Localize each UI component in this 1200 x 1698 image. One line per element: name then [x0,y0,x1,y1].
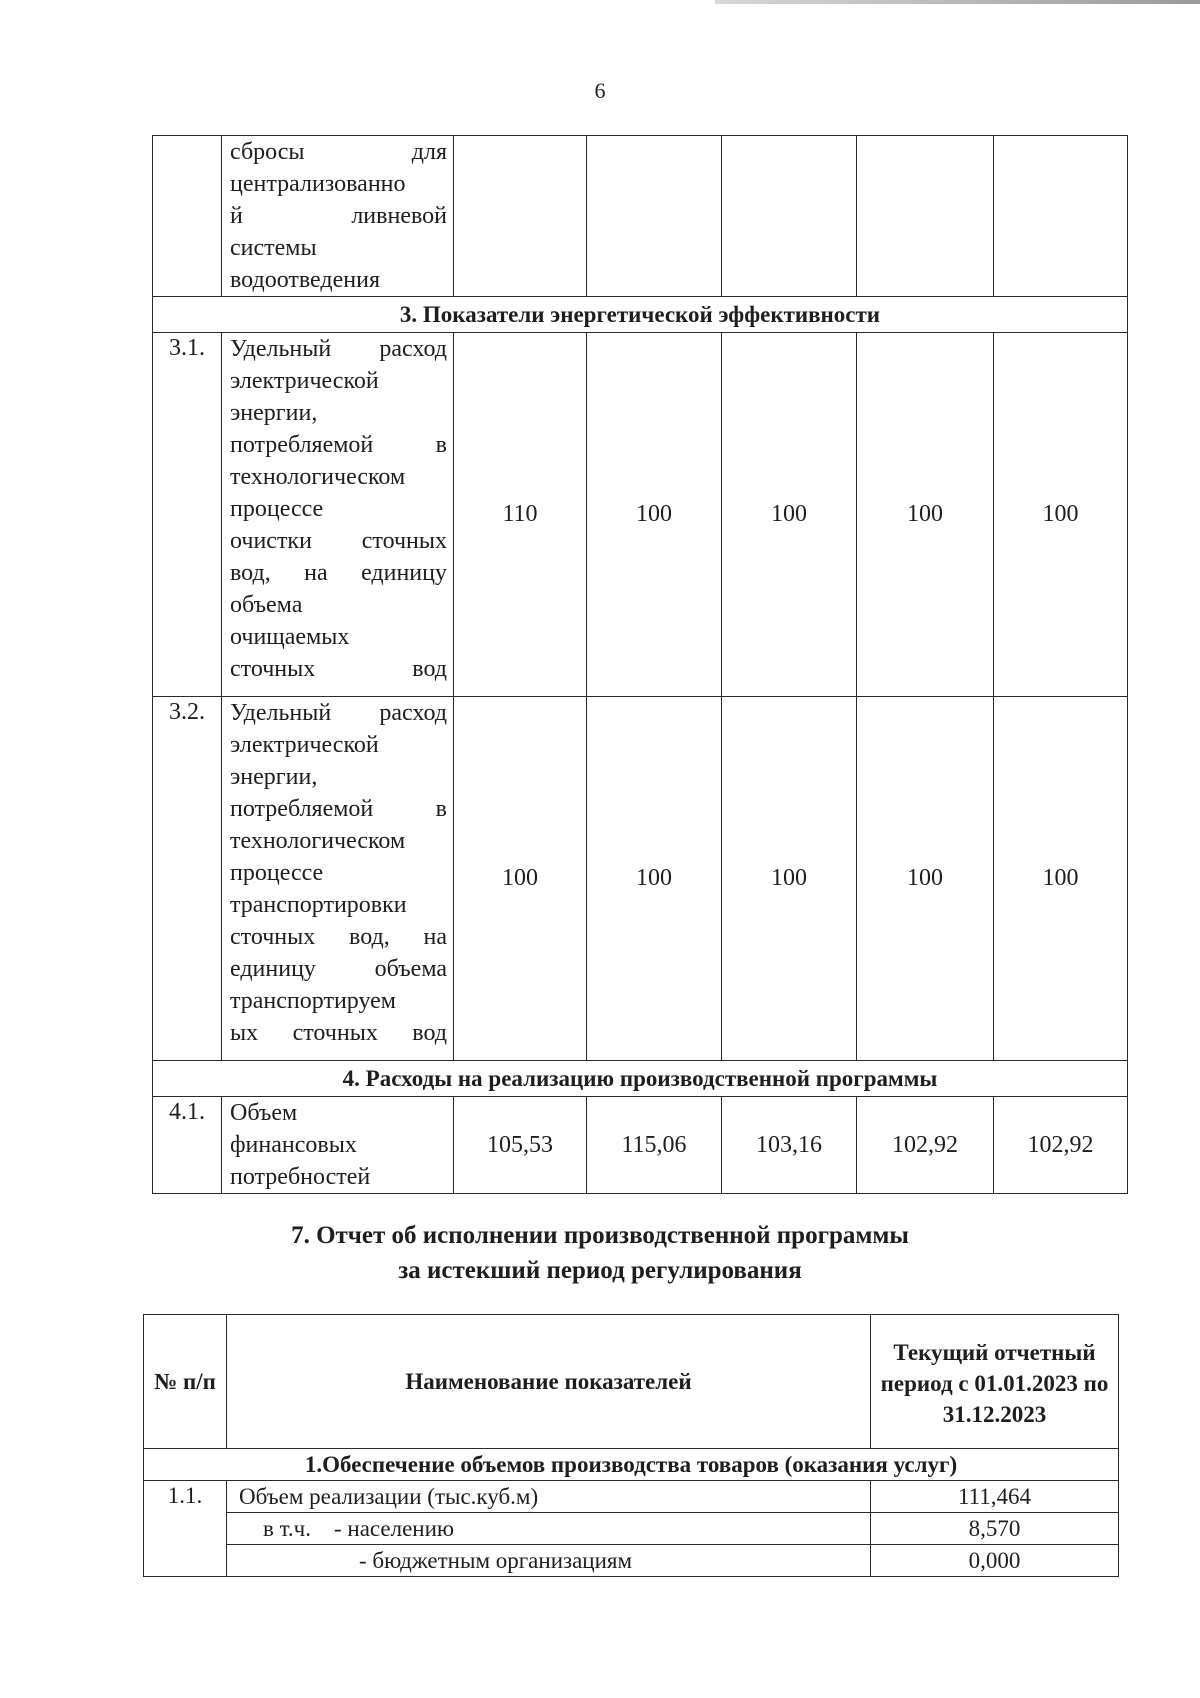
row-value: 110 [454,333,587,697]
row-name-line: энергии, [230,764,318,790]
row-value: 115,06 [587,1097,722,1194]
table-row [153,697,1128,1061]
row-name-line: транспортировки [230,892,407,918]
row-value: 100 [994,697,1128,1061]
row-value: 100 [857,697,994,1061]
row-value: 8,570 [871,1513,1119,1545]
header-period: Текущий отчетный период с 01.01.2023 по 31.12.2023 [871,1315,1119,1449]
row-number [153,136,222,297]
row-name: - бюджетным организациям [227,1545,871,1577]
row-value: 111,464 [871,1481,1119,1513]
section-row [144,1449,1119,1481]
row-value: 100 [587,333,722,697]
row-name-line: очистки сточных [230,528,447,554]
row-value [857,136,994,297]
table-row [153,333,1128,697]
row-name-line: технологическом [230,828,406,854]
row-value: 105,53 [454,1097,587,1194]
row-name-line: Объем [230,1100,298,1126]
row-name-line: энергии, [230,400,318,426]
header-name: Наименование показателей [227,1315,871,1449]
section-7-title-line1: 7. Отчет об исполнении производственной программы [291,1222,909,1249]
row-value: 0,000 [871,1545,1119,1577]
report-table [143,1314,1119,1577]
row-value [454,136,587,297]
row-value: 100 [857,333,994,697]
row-name-line: технологическом [230,464,406,490]
row-name-line: водоотведения [230,267,380,293]
section-row [153,297,1128,333]
row-name-line: Удельный расход [230,336,447,362]
row-name: Объем реализации (тыс.куб.м) [227,1481,871,1513]
row-name-line: очищаемых [230,624,350,650]
indicators-table [152,135,1128,1194]
table-row [153,136,1128,297]
row-value: 100 [587,697,722,1061]
section-label: 3. Показатели энергетической эффективности [153,297,1128,333]
row-name-line: электрической [230,368,379,394]
table-row [144,1513,1119,1545]
row-name-line: сточных вод, на [230,924,447,950]
page-number: 6 [594,78,606,103]
row-value [587,136,722,297]
section-label: 4. Расходы на реализацию производственной программы [153,1061,1128,1097]
row-value: 102,92 [857,1097,994,1194]
row-name-line: единицу объема [230,956,447,982]
row-name-line: системы [230,235,317,261]
row-number: 4.1. [153,1097,222,1194]
row-value: 100 [994,333,1128,697]
row-name [222,697,454,1061]
section-7-title-line2: за истекший период регулирования [398,1257,802,1284]
row-name-line: транспортируем [230,988,396,1014]
report-table-header [144,1315,1119,1449]
row-number: 1.1. [144,1481,227,1577]
row-name-line: потребляемой в [230,432,447,458]
row-number: 3.1. [153,333,222,697]
row-name-line: вод, на единицу [230,560,447,586]
row-name: в т.ч. - населению [227,1513,871,1545]
row-name-line: электрической [230,732,379,758]
row-name [222,333,454,697]
row-name-line: процессе [230,860,324,886]
table-row [153,1097,1128,1194]
row-name-line: объема [230,592,303,618]
row-name [222,1097,454,1194]
row-value: 102,92 [994,1097,1128,1194]
row-name-line: сбросы для [230,139,447,165]
row-value: 100 [722,697,857,1061]
scan-edge-mark [715,0,1200,4]
row-name-line: финансовых [230,1132,357,1158]
row-name [222,136,454,297]
row-name-line: потребляемой в [230,796,447,822]
row-value: 100 [722,333,857,697]
table-row [144,1545,1119,1577]
row-name-line: сточных вод [230,656,447,682]
row-name-line: Удельный расход [230,700,447,726]
row-name-line: й ливневой [230,203,447,229]
section-7-title [0,1218,1200,1288]
row-name-line: ых сточных вод [230,1020,447,1046]
row-name-line: процессе [230,496,324,522]
row-value [994,136,1128,297]
row-value: 100 [454,697,587,1061]
table-row [144,1481,1119,1513]
row-value: 103,16 [722,1097,857,1194]
row-name-line: потребностей [230,1164,371,1190]
row-number: 3.2. [153,697,222,1061]
header-num: № п/п [144,1315,227,1449]
row-value [722,136,857,297]
row-name-line: централизованно [230,171,406,197]
section-row [153,1061,1128,1097]
section-label: 1.Обеспечение объемов производства товаров (оказания услуг) [144,1449,1119,1481]
